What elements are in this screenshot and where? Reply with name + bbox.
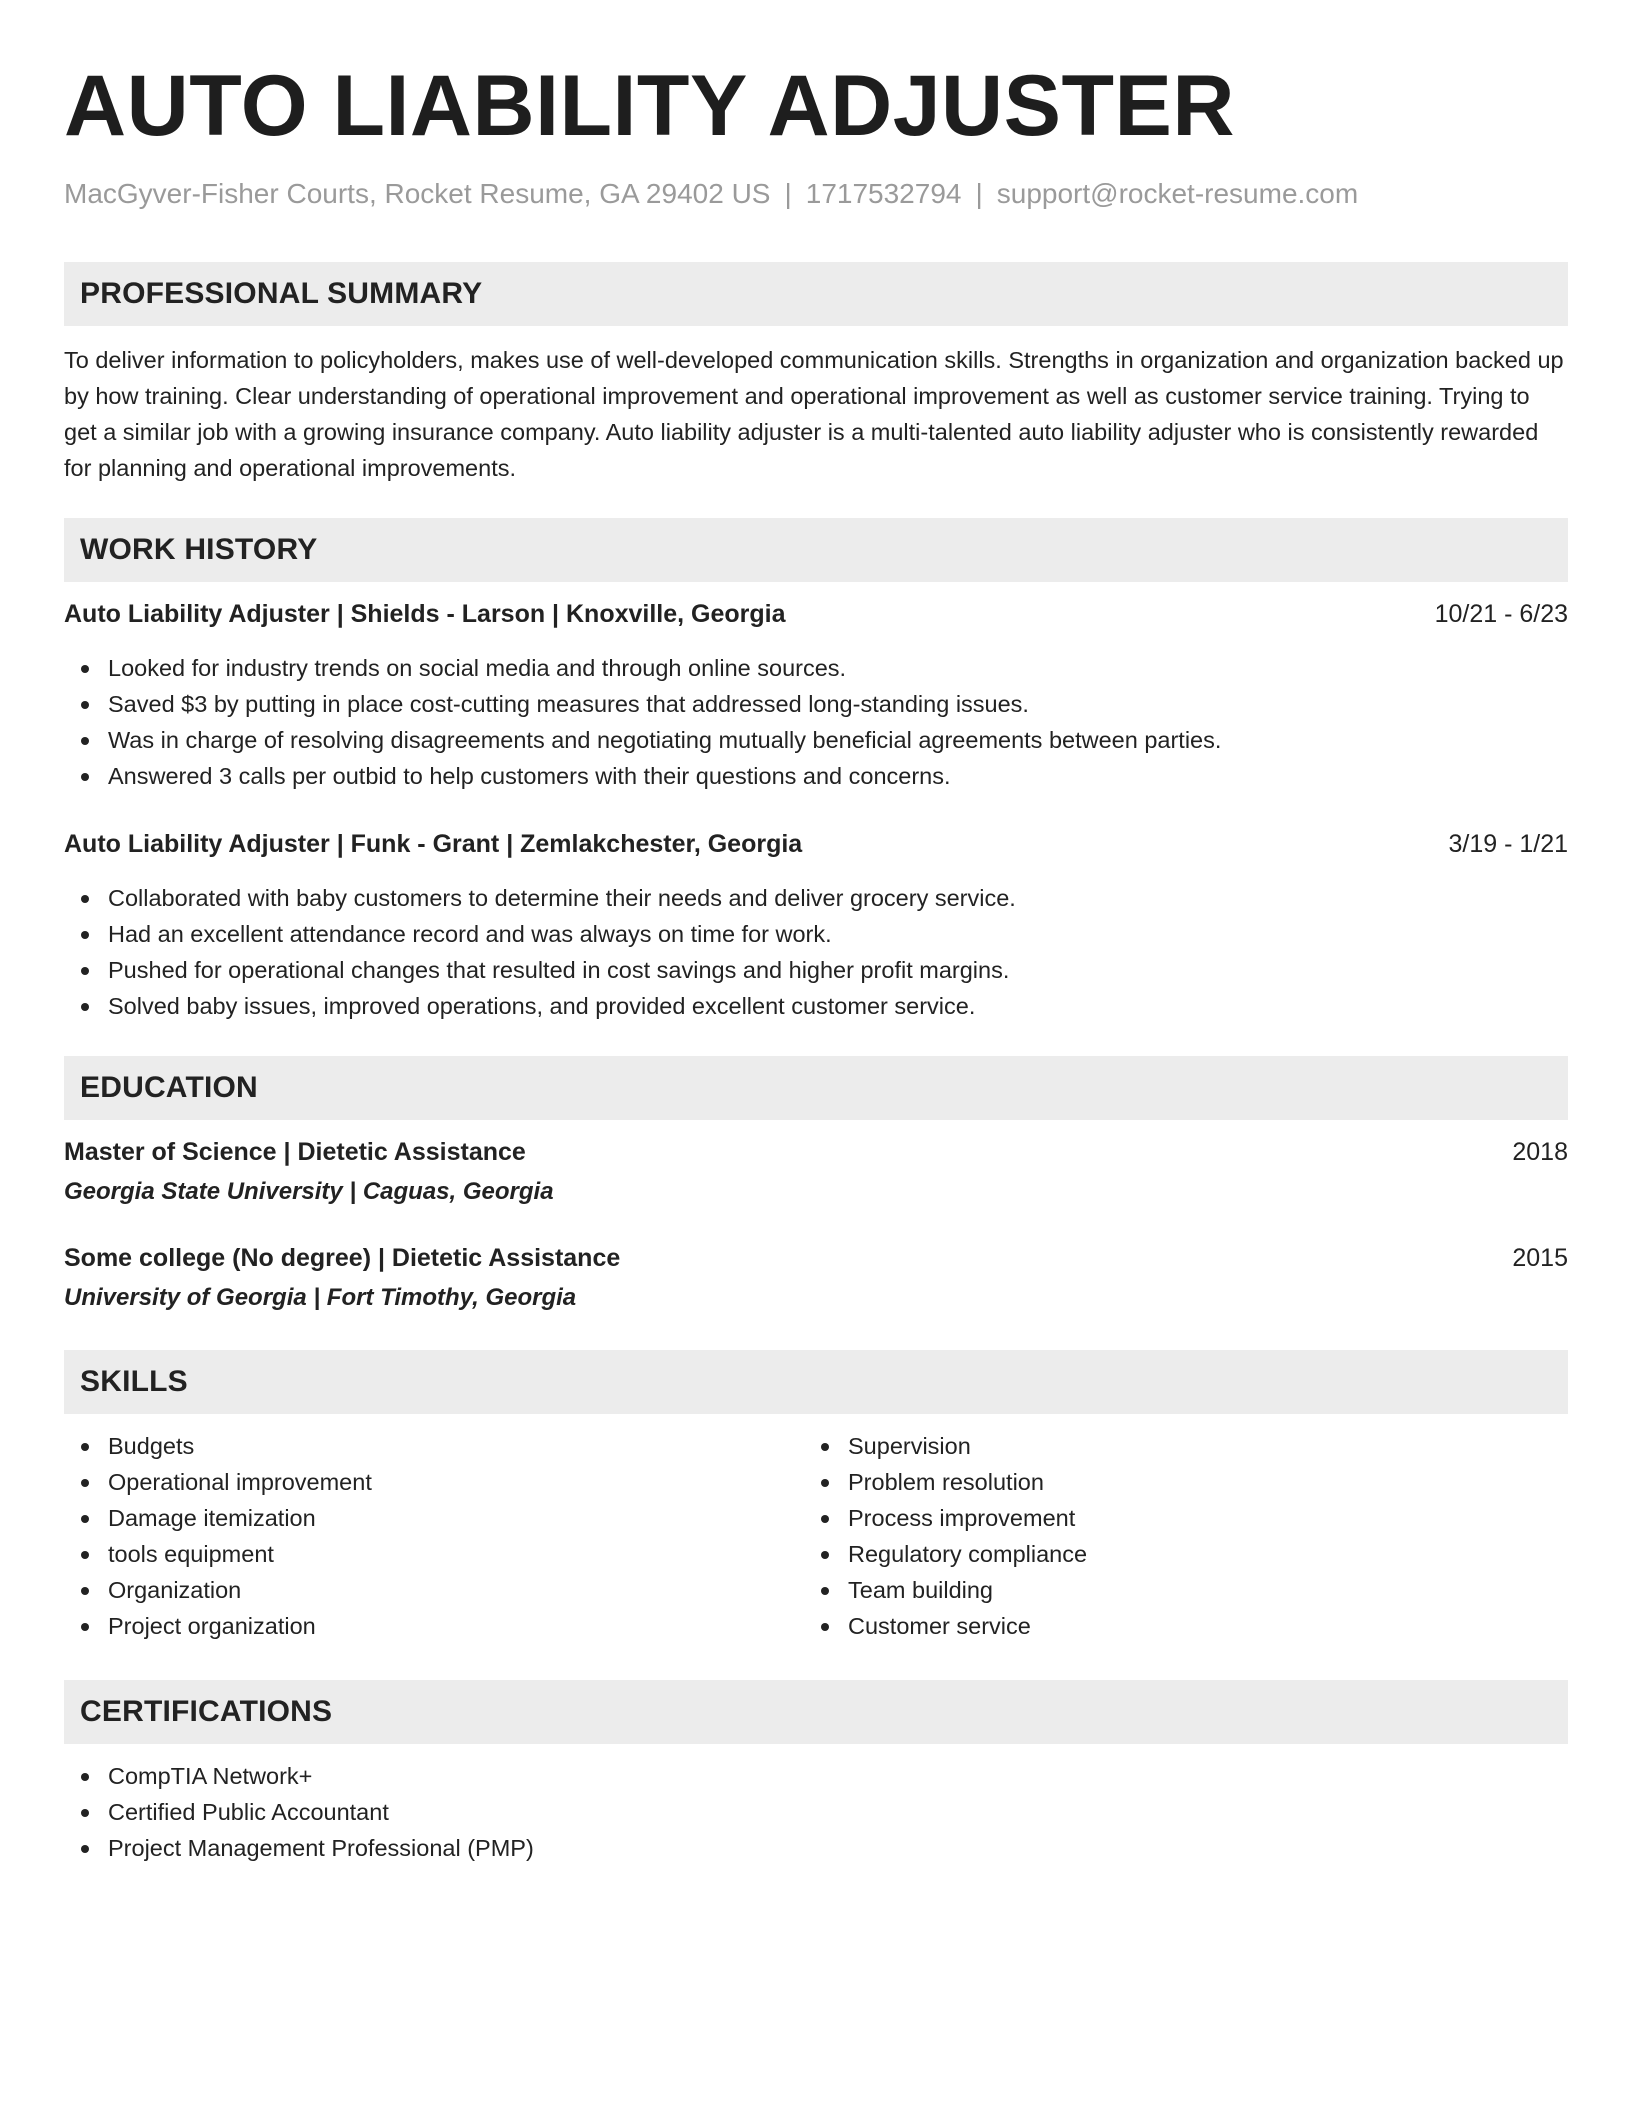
list-item: Project Management Professional (PMP): [64, 1830, 1568, 1866]
list-item: CompTIA Network+: [64, 1758, 1568, 1794]
contact-separator: |: [975, 178, 983, 209]
list-item: Regulatory compliance: [804, 1536, 1087, 1572]
education-degree: Master of Science | Dietetic Assistance: [64, 1138, 526, 1166]
contact-phone: 1717532794: [805, 178, 962, 209]
summary-text: To deliver information to policyholders, makes use of well-developed communication skills. Strengths in organization and organization backed up by how training. Clear understanding of operational improvement and operational improvement as well as customer service training. Trying to get a similar job with a growing insurance company. Auto liability adjuster is a multi-talented auto liability adjuster who is consistently rewarded for planning and operational improvements.: [64, 347, 1564, 481]
education-header: [64, 1240, 1568, 1276]
list-item: Organization: [64, 1572, 804, 1608]
job-dates: 3/19 - 1/21: [1448, 830, 1568, 858]
education-entry: [64, 1240, 1568, 1316]
job-title: Auto Liability Adjuster | Funk - Grant | Zemlakchester, Georgia: [64, 830, 803, 858]
list-item: Was in charge of resolving disagreements and negotiating mutually beneficial agreements between parties.: [64, 722, 1568, 758]
list-item: Project organization: [64, 1608, 804, 1644]
list-item: Budgets: [64, 1428, 804, 1464]
education-year: 2018: [1512, 1138, 1568, 1166]
list-item: Certified Public Accountant: [64, 1794, 1568, 1830]
contact-separator: |: [784, 178, 792, 209]
education-header: [64, 1134, 1568, 1170]
section-heading-work-history: WORK HISTORY: [64, 518, 1568, 582]
education-degree: Some college (No degree) | Dietetic Assistance: [64, 1244, 621, 1272]
list-item: Pushed for operational changes that resulted in cost savings and higher profit margins.: [64, 952, 1568, 988]
list-item: Solved baby issues, improved operations, and provided excellent customer service.: [64, 988, 1568, 1024]
resume-name: AUTO LIABILITY ADJUSTER: [64, 58, 1235, 154]
section-heading-education: EDUCATION: [64, 1056, 1568, 1120]
education-year: 2015: [1512, 1244, 1568, 1272]
job-header: [64, 596, 1568, 632]
list-item: Customer service: [804, 1608, 1087, 1644]
job-entry: [64, 596, 1568, 794]
job-title: Auto Liability Adjuster | Shields - Larson | Knoxville, Georgia: [64, 600, 786, 628]
list-item: Operational improvement: [64, 1464, 804, 1500]
skills-column-left: [64, 1428, 804, 1644]
list-item: Had an excellent attendance record and was always on time for work.: [64, 916, 1568, 952]
section-heading-summary: PROFESSIONAL SUMMARY: [64, 262, 1568, 326]
contact-email: support@rocket-resume.com: [996, 178, 1359, 209]
certifications-list: [64, 1758, 1568, 1866]
list-item: Supervision: [804, 1428, 1087, 1464]
list-item: Damage itemization: [64, 1500, 804, 1536]
contact-line: [64, 176, 1568, 212]
list-item: Looked for industry trends on social media and through online sources.: [64, 650, 1568, 686]
section-heading-certifications: CERTIFICATIONS: [64, 1680, 1568, 1744]
skills-grid: [64, 1414, 1568, 1644]
list-item: Answered 3 calls per outbid to help customers with their questions and concerns.: [64, 758, 1568, 794]
job-bullets: [64, 880, 1568, 1024]
job-header: [64, 826, 1568, 862]
list-item: Problem resolution: [804, 1464, 1087, 1500]
list-item: Saved $3 by putting in place cost-cutting measures that addressed long-standing issues.: [64, 686, 1568, 722]
section-heading-skills: SKILLS: [64, 1350, 1568, 1414]
list-item: tools equipment: [64, 1536, 804, 1572]
list-item: Team building: [804, 1572, 1087, 1608]
list-item: Collaborated with baby customers to determine their needs and deliver grocery service.: [64, 880, 1568, 916]
job-bullets: [64, 650, 1568, 794]
education-entry: [64, 1134, 1568, 1210]
education-school: University of Georgia | Fort Timothy, Georgia: [64, 1284, 577, 1311]
education-school: Georgia State University | Caguas, Georgia: [64, 1178, 554, 1205]
job-dates: 10/21 - 6/23: [1434, 600, 1568, 628]
job-entry: [64, 826, 1568, 1024]
skills-column-right: [804, 1428, 1087, 1644]
list-item: Process improvement: [804, 1500, 1087, 1536]
contact-address: MacGyver-Fisher Courts, Rocket Resume, GA 29402 US: [64, 178, 771, 209]
